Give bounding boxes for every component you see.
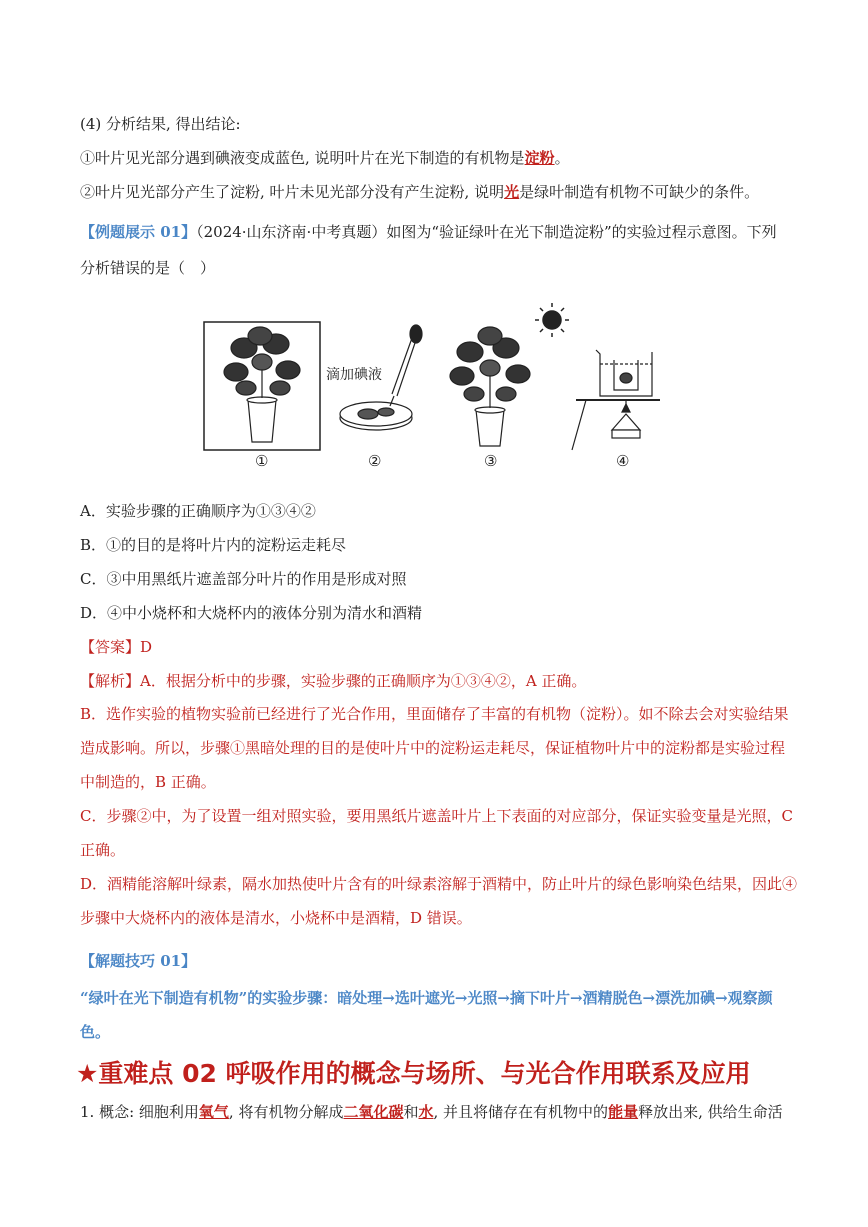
beaker-apparatus <box>572 350 660 450</box>
tip-tag: 【解题技巧 01】 <box>80 952 197 970</box>
example-line-1 <box>80 222 777 242</box>
conclusion-1-text: ①叶片见光部分遇到碘液变成蓝色, 说明叶片在光下制造的有机物是 <box>80 149 525 167</box>
conclusion-2-text: ②叶片见光部分产生了淀粉, 叶片未见光部分没有产生淀粉, 说明 <box>80 183 505 201</box>
concept-t2: 和 <box>403 1103 419 1121</box>
conclusion-1-keyword: 淀粉 <box>524 149 555 167</box>
example-text-1: （2024·山东济南·中考真题）如图为“验证绿叶在光下制造淀粉”的实验过程示意图。下列 <box>196 223 777 241</box>
conclusion-2 <box>80 182 759 202</box>
concept-pre: 1. 概念: 细胞利用 <box>80 1103 199 1121</box>
concept-t4: 释放出来, 供给生命活 <box>638 1103 783 1121</box>
conclusion-2-end: 是绿叶制造有机物不可缺少的条件。 <box>519 183 760 201</box>
answer-label: 【答案】D <box>80 638 153 656</box>
option-b: B．①的目的是将叶片内的淀粉运走耗尽 <box>80 536 347 554</box>
plant-3 <box>450 327 530 446</box>
figure-number-2: ② <box>368 452 382 470</box>
example-tag: 【例题展示 01】 <box>80 223 197 241</box>
analysis-d: D．酒精能溶解叶绿素，隔水加热使叶片含有的叶绿素溶解于酒精中，防止叶片的绿色影响染色结果，因此④步骤中大烧杯内的液体是清水，小烧杯中是酒精，D 错误。 <box>80 875 798 927</box>
figure-number-4: ④ <box>616 452 630 470</box>
conclusion-2-keyword: 光 <box>504 183 520 201</box>
keyword-co2: 二氧化碳 <box>343 1103 404 1121</box>
keyword-water: 水 <box>418 1103 434 1121</box>
figure-number-1: ① <box>255 452 269 470</box>
concept-line <box>80 1102 783 1122</box>
conclusion-1-end: 。 <box>554 149 570 167</box>
analysis-a: 【解析】A．根据分析中的步骤，实验步骤的正确顺序为①③④②，A 正确。 <box>80 672 587 690</box>
concept-t3: , 并且将储存在有机物中的 <box>433 1103 609 1121</box>
tip-text: “绿叶在光下制造有机物”的实验步骤：暗处理→选叶遮光→光照→摘下叶片→酒精脱色→漂洗加碘→观察颜色。 <box>80 989 773 1041</box>
conclusion-title: (4) 分析结果, 得出结论: <box>80 115 241 133</box>
example-text-2: 分析错误的是（ ） <box>80 259 216 277</box>
analysis-c: C．步骤②中，为了设置一组对照实验，要用黑纸片遮盖叶片上下表面的对应部分，保证实验变量是光照，C 正确。 <box>80 807 793 859</box>
experiment-figure <box>200 300 660 480</box>
figure-number-3: ③ <box>484 452 498 470</box>
keyword-energy: 能量 <box>608 1103 639 1121</box>
section-heading: ★重难点 02 呼吸作用的概念与场所、与光合作用联系及应用 <box>76 1059 751 1088</box>
iodine-label: 滴加碘液 <box>326 364 382 384</box>
experiment-illustration <box>200 300 660 480</box>
analysis-b: B．选作实验的植物实验前已经进行了光合作用，里面储存了丰富的有机物（淀粉）。如不除去会对实验结果造成影响。所以，步骤①黑暗处理的目的是使叶片中的淀粉运走耗尽，保证植物叶片中的淀粉都是实验过程中制造的，B 正确。 <box>80 705 789 791</box>
concept-t1: , 将有机物分解成 <box>228 1103 344 1121</box>
sun-icon <box>535 303 569 337</box>
keyword-oxygen: 氧气 <box>198 1103 229 1121</box>
plant-1 <box>224 327 300 442</box>
conclusion-1 <box>80 148 570 168</box>
option-a: A．实验步骤的正确顺序为①③④② <box>80 502 316 520</box>
option-d: D．④中小烧杯和大烧杯内的液体分别为清水和酒精 <box>80 604 423 622</box>
option-c: C．③中用黑纸片遮盖部分叶片的作用是形成对照 <box>80 570 407 588</box>
